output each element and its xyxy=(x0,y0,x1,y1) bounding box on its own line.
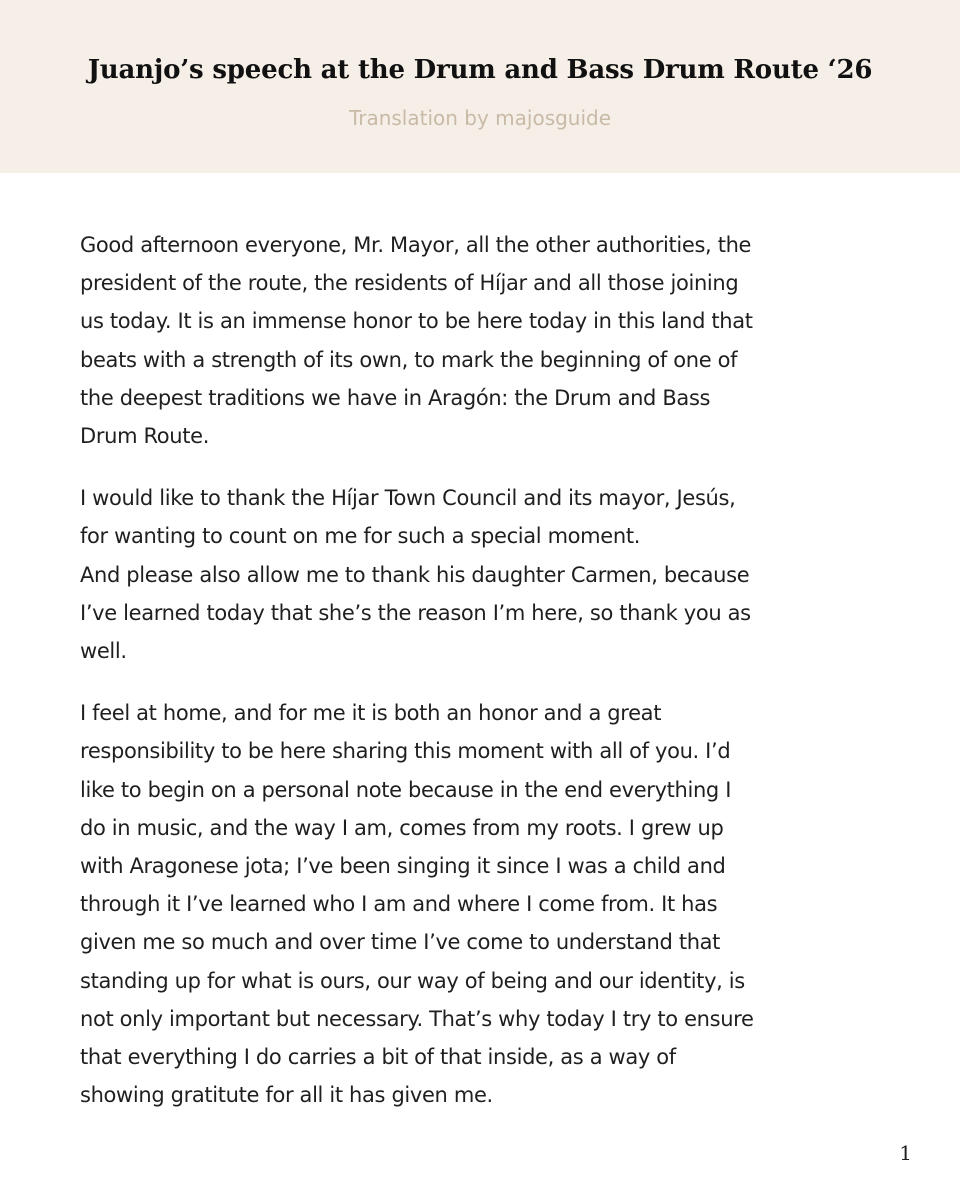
speech-body xyxy=(80,226,890,1138)
paragraph-1 xyxy=(80,226,890,455)
paragraph-2-line-2: for wanting to count on me for such a special moment. xyxy=(80,524,641,549)
paragraph-3 xyxy=(80,694,890,1114)
paragraph-3-line-2: responsibility to be here sharing this moment with all of you. I’d xyxy=(80,739,731,764)
paragraph-3-line-6: through it I’ve learned who I am and where I come from. It has xyxy=(80,892,718,917)
paragraph-3-line-11: showing gratitute for all it has given me. xyxy=(80,1083,493,1108)
paragraph-2-line-1: I would like to thank the Híjar Town Council and its mayor, Jesús, xyxy=(80,486,736,511)
paragraph-3-line-4: do in music, and the way I am, comes from my roots. I grew up xyxy=(80,815,724,840)
paragraph-2-line-3: And please also allow me to thank his daughter Carmen, because xyxy=(80,562,750,587)
paragraph-2 xyxy=(80,479,890,670)
paragraph-1-line-1: Good afternoon everyone, Mr. Mayor, all the other authorities, the xyxy=(80,233,752,257)
paragraph-1-line-3: us today. It is an immense honor to be here today in this land that xyxy=(80,309,753,334)
paragraph-1-line-5: the deepest traditions we have in Aragón: the Drum and Bass xyxy=(80,385,711,410)
paragraph-1-line-4: beats with a strength of its own, to mark the beginning of one of xyxy=(80,347,738,372)
paragraph-2-line-4: I’ve learned today that she’s the reason I’m here, so thank you as xyxy=(80,600,751,625)
paragraph-3-line-7: given me so much and over time I’ve come to understand that xyxy=(80,930,721,955)
document-title: Juanjo’s speech at the Drum and Bass Drum Route ‘26 xyxy=(87,55,873,85)
paragraph-3-line-10: that everything I do carries a bit of that inside, as a way of xyxy=(80,1045,676,1070)
paragraph-3-line-1: I feel at home, and for me it is both an honor and a great xyxy=(80,701,662,726)
paragraph-3-line-8: standing up for what is ours, our way of being and our identity, is xyxy=(80,968,745,993)
paragraph-3-line-5: with Aragonese jota; I’ve been singing it since I was a child and xyxy=(80,854,726,879)
paragraph-1-line-6: Drum Route. xyxy=(80,424,210,449)
paragraph-1-line-2: president of the route, the residents of Híjar and all those joining xyxy=(80,271,739,296)
paragraph-3-line-9: not only important but necessary. That’s why today I try to ensure xyxy=(80,1006,754,1031)
paragraph-3-line-3: like to begin on a personal note because in the end everything I xyxy=(80,777,732,802)
translation-credit: Translation by majosguide xyxy=(348,106,612,130)
paragraph-2-line-5: well. xyxy=(80,639,127,664)
page-header xyxy=(0,0,960,173)
page-number: 1 xyxy=(899,1141,912,1165)
